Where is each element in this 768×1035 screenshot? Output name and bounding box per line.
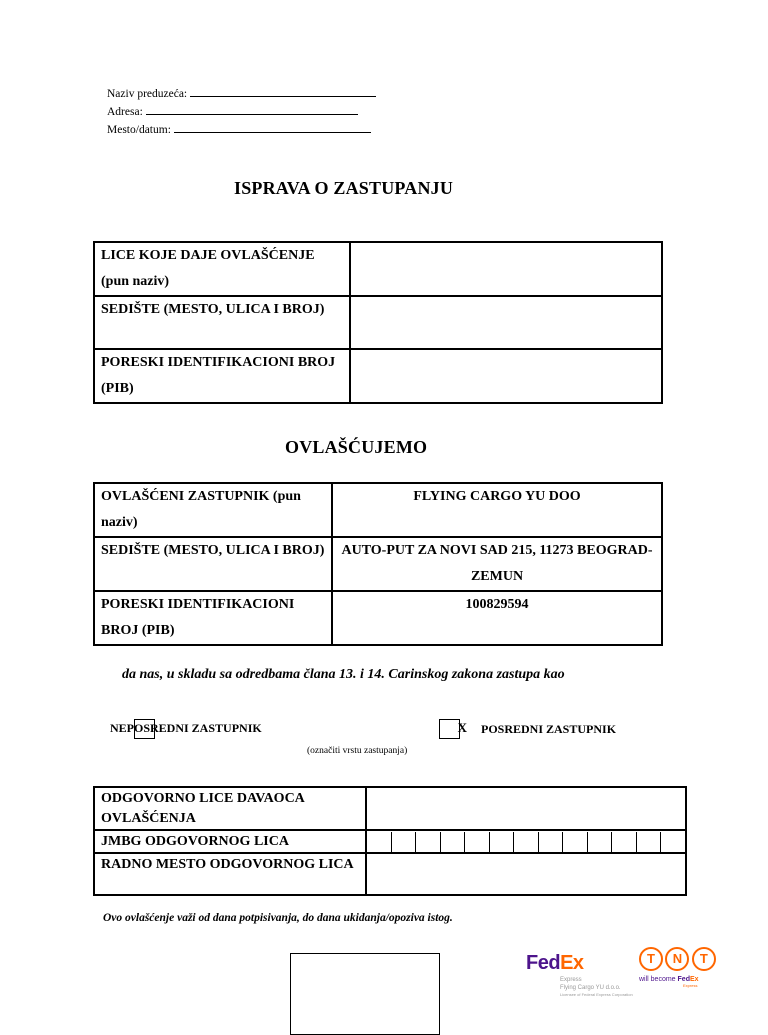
representation-statement: da nas, u skladu sa odredbama člana 13. i 14. Carinskog zakona zastupa kao <box>122 667 565 682</box>
table-row <box>94 349 662 403</box>
job-title-label: RADNO MESTO ODGOVORNOG LICA <box>94 853 366 895</box>
fedex-logo-fed: Fed <box>526 952 561 974</box>
grantor-name-field[interactable] <box>350 242 662 296</box>
agent-seat-value: AUTO-PUT ZA NOVI SAD 215, 11273 BEOGRAD-ZEMUN <box>332 537 662 591</box>
jmbg-digit-cells <box>367 832 685 852</box>
grantor-pib-field[interactable] <box>350 349 662 403</box>
grantor-seat-field[interactable] <box>350 296 662 349</box>
jmbg-digit-cell[interactable] <box>539 832 564 852</box>
jmbg-field[interactable] <box>366 830 686 853</box>
table-row <box>94 537 662 591</box>
indirect-check-mark: X <box>457 720 467 735</box>
jmbg-digit-cell[interactable] <box>367 832 392 852</box>
indirect-representative-label: POSREDNI ZASTUPNIK <box>481 722 617 736</box>
tnt-fedex-ex: Ex <box>689 976 699 983</box>
responsible-table <box>93 786 687 896</box>
jmbg-digit-cell[interactable] <box>661 832 685 852</box>
tnt-letter-t2: T <box>692 947 716 971</box>
table-row <box>94 591 662 645</box>
document-title: ISPRAVA O ZASTUPANJU <box>234 178 454 198</box>
jmbg-digit-cell[interactable] <box>416 832 441 852</box>
address-line <box>107 103 358 119</box>
agent-name-label: OVLAŠĆENI ZASTUPNIK (pun naziv) <box>94 483 332 537</box>
validity-note: Ovo ovlašćenje važi od dana potpisivanja, do dana ukidanja/opoziva istog. <box>103 912 453 924</box>
grantor-name-label: LICE KOJE DAJE OVLAŠĆENJE (pun naziv) <box>94 242 350 296</box>
jmbg-digit-cell[interactable] <box>490 832 515 852</box>
grantor-seat-label: SEDIŠTE (MESTO, ULICA I BROJ) <box>94 296 350 349</box>
jmbg-digit-cell[interactable] <box>441 832 466 852</box>
jmbg-digit-cell[interactable] <box>612 832 637 852</box>
tnt-letter-n: N <box>665 947 689 971</box>
agent-pib-value: 100829594 <box>332 591 662 645</box>
company-name-label: Naziv preduzeća: <box>107 88 188 100</box>
tnt-will-become <box>639 976 714 983</box>
signature-box[interactable] <box>290 953 440 1035</box>
fedex-express-text: Express <box>560 977 582 983</box>
fedex-logo <box>526 952 633 997</box>
jmbg-digit-cell[interactable] <box>465 832 490 852</box>
tnt-letter-t1: T <box>639 947 663 971</box>
jmbg-label: JMBG ODGOVORNOG LICA <box>94 830 366 853</box>
representation-hint: (označiti vrstu zastupanja) <box>307 746 408 756</box>
tnt-logo <box>639 947 714 988</box>
table-row <box>94 830 686 853</box>
tnt-will-become-text: will become <box>639 976 676 983</box>
table-row <box>94 483 662 537</box>
grantor-pib-label: PORESKI IDENTIFIKACIONI BROJ (PIB) <box>94 349 350 403</box>
tnt-fedex-fed: Fed <box>677 976 690 983</box>
company-name-field[interactable] <box>190 85 376 97</box>
fedex-logo-ex: Ex <box>560 952 584 974</box>
tnt-express-text: Express <box>683 983 698 988</box>
table-row <box>94 242 662 296</box>
address-field[interactable] <box>146 103 358 115</box>
grantor-table <box>93 241 663 404</box>
fedex-licensee-note: Licensee of Federal Express Corporation <box>560 992 633 997</box>
responsible-person-label: ODGOVORNO LICE DAVAOCA OVLAŠĆENJA <box>94 787 366 830</box>
direct-representative-checkbox[interactable] <box>134 719 155 739</box>
indirect-representative-checkbox[interactable] <box>439 719 467 739</box>
agent-seat-label: SEDIŠTE (MESTO, ULICA I BROJ) <box>94 537 332 591</box>
address-label: Adresa: <box>107 106 143 118</box>
jmbg-digit-cell[interactable] <box>637 832 662 852</box>
place-date-field[interactable] <box>174 121 371 133</box>
direct-representative-label: NEPOSREDNI ZASTUPNIK <box>110 721 262 735</box>
job-title-field[interactable] <box>366 853 686 895</box>
jmbg-digit-cell[interactable] <box>588 832 613 852</box>
table-row <box>94 853 686 895</box>
agent-table <box>93 482 663 646</box>
table-row <box>94 296 662 349</box>
jmbg-digit-cell[interactable] <box>514 832 539 852</box>
fedex-licensee-name: Flying Cargo YU d.o.o. <box>560 985 621 991</box>
agent-pib-label: PORESKI IDENTIFIKACIONI BROJ (PIB) <box>94 591 332 645</box>
jmbg-digit-cell[interactable] <box>563 832 588 852</box>
company-name-line <box>107 85 376 101</box>
responsible-person-field[interactable] <box>366 787 686 830</box>
table-row <box>94 787 686 830</box>
agent-name-value: FLYING CARGO YU DOO <box>332 483 662 537</box>
place-date-line <box>107 121 371 137</box>
jmbg-digit-cell[interactable] <box>392 832 417 852</box>
place-date-label: Mesto/datum: <box>107 124 171 136</box>
authorize-heading: OVLAŠĆUJEMO <box>285 437 428 457</box>
